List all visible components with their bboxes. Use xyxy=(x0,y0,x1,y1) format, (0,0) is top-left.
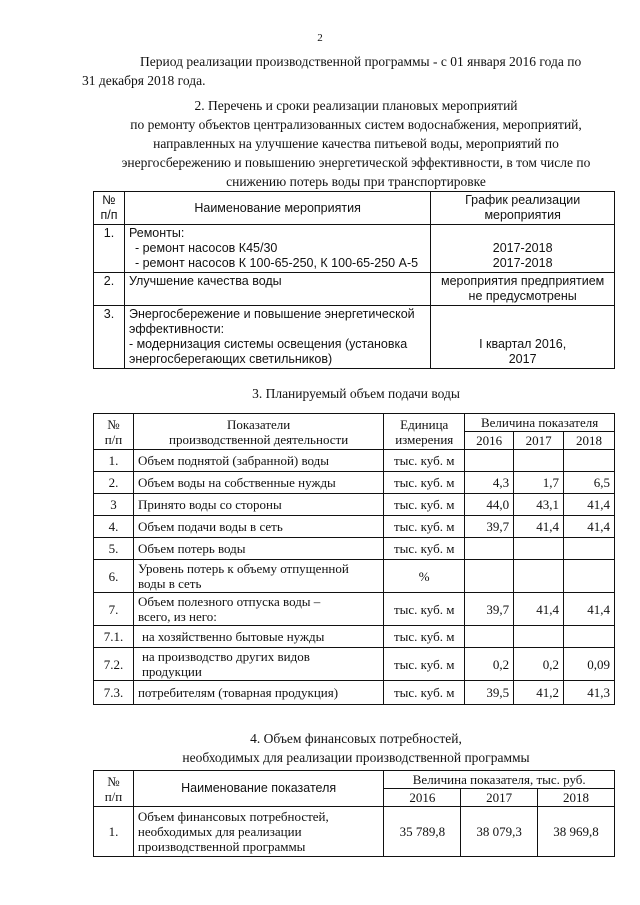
header-schedule: График реализации мероприятия xyxy=(431,192,615,225)
row-unit: тыс. куб. м xyxy=(384,681,465,705)
table-row xyxy=(94,681,615,705)
row-value-2018: 6,5 xyxy=(564,472,615,494)
row-unit: тыс. куб. м xyxy=(384,538,465,560)
row-value-2017: 38 079,3 xyxy=(461,807,538,857)
row-value-2018: 38 969,8 xyxy=(538,807,615,857)
table-row xyxy=(94,472,615,494)
row-value-2018 xyxy=(564,560,615,593)
table-row xyxy=(94,560,615,593)
header-year: 2016 xyxy=(465,432,514,450)
section4-title-line: необходимых для реализации производственной программы xyxy=(182,750,530,765)
section3-title: 3. Планируемый объем подачи воды xyxy=(252,386,460,401)
row-value-2018: 41,4 xyxy=(564,593,615,626)
page-number: 2 xyxy=(317,32,323,44)
table-row xyxy=(94,225,615,273)
row-activity: Улучшение качества воды xyxy=(124,273,430,306)
row-value-2016 xyxy=(465,538,514,560)
header-year: 2017 xyxy=(514,432,564,450)
row-value-2016 xyxy=(465,450,514,472)
section2-title xyxy=(96,96,616,191)
row-value-2017 xyxy=(514,626,564,648)
section2-title-line: направленных на улучшение качества питьевой воды, мероприятий по xyxy=(153,136,559,151)
row-unit: тыс. куб. м xyxy=(384,494,465,516)
row-num: 2. xyxy=(94,472,134,494)
row-num: 6. xyxy=(94,560,134,593)
row-indicator: Уровень потерь к объему отпущенной воды в сеть xyxy=(133,560,383,593)
row-num: 3 xyxy=(94,494,134,516)
row-num: 7.3. xyxy=(94,681,134,705)
row-num: 1. xyxy=(94,225,125,273)
row-value-2018 xyxy=(564,626,615,648)
row-unit: тыс. куб. м xyxy=(384,648,465,681)
row-value-2016: 35 789,8 xyxy=(384,807,461,857)
table-row xyxy=(94,648,615,681)
row-value-2018: 0,09 xyxy=(564,648,615,681)
table-header-row xyxy=(94,192,615,225)
row-value-2016: 39,5 xyxy=(465,681,514,705)
table-row xyxy=(94,516,615,538)
row-value-2017 xyxy=(514,538,564,560)
row-indicator: потребителям (товарная продукция) xyxy=(133,681,383,705)
row-value-2016: 39,7 xyxy=(465,593,514,626)
header-indicator-name: Наименование показателя xyxy=(133,771,383,807)
row-schedule: мероприятия предприятием не предусмотрены xyxy=(431,273,615,306)
header-year: 2018 xyxy=(538,789,615,807)
row-num: 7.2. xyxy=(94,648,134,681)
section2-title-line: 2. Перечень и сроки реализации плановых мероприятий xyxy=(194,98,518,113)
row-value-2018: 41,4 xyxy=(564,516,615,538)
row-value-2018: 41,4 xyxy=(564,494,615,516)
header-value: Величина показателя, тыс. руб. xyxy=(384,771,615,789)
row-value-2018 xyxy=(564,450,615,472)
section2-title-line: снижению потерь воды при транспортировке xyxy=(226,174,486,189)
row-indicator: Принято воды со стороны xyxy=(133,494,383,516)
row-unit: тыс. куб. м xyxy=(384,450,465,472)
row-unit: тыс. куб. м xyxy=(384,516,465,538)
period-line-2: 31 декабря 2018 года. xyxy=(82,73,206,88)
row-value-2016 xyxy=(465,626,514,648)
row-indicator: Объем подачи воды в сеть xyxy=(133,516,383,538)
row-value-2016: 0,2 xyxy=(465,648,514,681)
header-indicators: Показатели производственной деятельности xyxy=(133,414,383,450)
header-num: № п/п xyxy=(94,414,134,450)
row-num: 2. xyxy=(94,273,125,306)
table-row xyxy=(94,273,615,306)
table-header-row xyxy=(94,771,615,789)
row-value-2017: 0,2 xyxy=(514,648,564,681)
row-num: 3. xyxy=(94,306,125,369)
table-row xyxy=(94,807,615,857)
table-row xyxy=(94,538,615,560)
header-year: 2016 xyxy=(384,789,461,807)
row-indicator: на хозяйственно бытовые нужды xyxy=(133,626,383,648)
water-supply-body xyxy=(94,450,615,705)
row-unit: тыс. куб. м xyxy=(384,472,465,494)
section4-title-line: 4. Объем финансовых потребностей, xyxy=(250,731,462,746)
row-value-2016 xyxy=(465,560,514,593)
row-indicator: Объем финансовых потребностей, необходимых для реализации производственной программы xyxy=(133,807,383,857)
row-value-2017 xyxy=(514,450,564,472)
section2-title-line: энергосбережению и повышению энергетической эффективности, в том числе по xyxy=(121,155,591,170)
row-indicator: Объем полезного отпуска воды – всего, из него: xyxy=(133,593,383,626)
row-unit: тыс. куб. м xyxy=(384,593,465,626)
row-unit: % xyxy=(384,560,465,593)
header-num: № п/п xyxy=(94,192,125,225)
row-num: 7. xyxy=(94,593,134,626)
row-value-2017: 41,4 xyxy=(514,593,564,626)
financial-needs-table xyxy=(93,770,615,857)
row-schedule: I квартал 2016, 2017 xyxy=(431,306,615,369)
row-num: 5. xyxy=(94,538,134,560)
water-supply-table xyxy=(93,413,615,705)
header-year: 2018 xyxy=(564,432,615,450)
period-paragraph xyxy=(82,52,612,90)
row-indicator: Объем потерь воды xyxy=(133,538,383,560)
row-num: 1. xyxy=(94,807,134,857)
row-activity: Ремонты: - ремонт насосов К45/30 - ремонт насосов К 100-65-250, К 100-65-250 А-5 xyxy=(124,225,430,273)
row-value-2017: 41,4 xyxy=(514,516,564,538)
row-indicator: на производство других видов продукции xyxy=(133,648,383,681)
row-indicator: Объем поднятой (забранной) воды xyxy=(133,450,383,472)
row-value-2016: 39,7 xyxy=(465,516,514,538)
table-row xyxy=(94,494,615,516)
row-value-2017: 41,2 xyxy=(514,681,564,705)
row-schedule: 2017-2018 2017-2018 xyxy=(431,225,615,273)
row-indicator: Объем воды на собственные нужды xyxy=(133,472,383,494)
header-num: № п/п xyxy=(94,771,134,807)
table-row xyxy=(94,306,615,369)
row-value-2018: 41,3 xyxy=(564,681,615,705)
table-row xyxy=(94,593,615,626)
row-activity: Энергосбережение и повышение энергетической эффективности: - модернизация системы освещения (установка энергосберегающих светильников) xyxy=(124,306,430,369)
row-value-2017 xyxy=(514,560,564,593)
row-value-2016: 4,3 xyxy=(465,472,514,494)
section4-title xyxy=(96,729,616,767)
row-value-2017: 1,7 xyxy=(514,472,564,494)
row-num: 4. xyxy=(94,516,134,538)
row-value-2016: 44,0 xyxy=(465,494,514,516)
header-year: 2017 xyxy=(461,789,538,807)
period-line-1: Период реализации производственной программы - с 01 января 2016 года по xyxy=(140,54,582,69)
activities-table xyxy=(93,191,615,369)
row-unit: тыс. куб. м xyxy=(384,626,465,648)
row-num: 1. xyxy=(94,450,134,472)
row-value-2018 xyxy=(564,538,615,560)
section2-title-line: по ремонту объектов централизованных систем водоснабжения, мероприятий, xyxy=(130,117,582,132)
header-value: Величина показателя xyxy=(465,414,615,432)
table-row xyxy=(94,450,615,472)
header-activity-name: Наименование мероприятия xyxy=(124,192,430,225)
row-value-2017: 43,1 xyxy=(514,494,564,516)
table-row xyxy=(94,626,615,648)
header-unit: Единица измерения xyxy=(384,414,465,450)
table-header-row xyxy=(94,414,615,432)
row-num: 7.1. xyxy=(94,626,134,648)
